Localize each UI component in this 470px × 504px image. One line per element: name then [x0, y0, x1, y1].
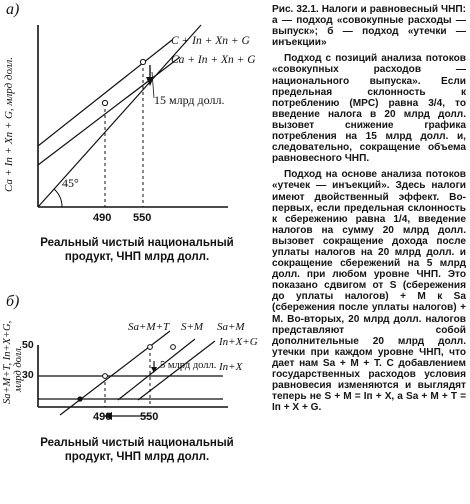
panel-b-point-low [77, 396, 82, 401]
panel-b-y-axis-label: Sа+M+T, Iп+X+G, [2, 320, 13, 404]
panel-b-y-tick-50: 50 [22, 339, 34, 351]
figure-caption: Рис. 32.1. Налоги и равновесный ЧНП: а — подход «совокупные расходы — выпуск»; б — подход «утечки — инъекции» [272, 4, 466, 49]
panel-b-y-tick-30: 30 [22, 369, 34, 381]
panel-b-point-equilibrium [103, 374, 108, 379]
panel-b-label-sa-m: Sа+M [217, 321, 245, 333]
panel-b-chart [38, 331, 228, 420]
panel-a-angle-label: 45° [62, 176, 79, 190]
panel-b-x-axis-title: Реальный чистый национальный продукт, ЧНП млрд долл. [40, 437, 234, 463]
panel-a-upper-line-label: C + Iп + Xп + G [171, 35, 250, 47]
panel-b-x-tick-550: 550 [140, 411, 159, 423]
panel-a-x-tick-550: 550 [133, 212, 152, 224]
panel-a-angle-arc [54, 189, 62, 207]
panel-b-label-s-m: S+M [181, 321, 204, 333]
panel-a-shift-label: 15 млрд долл. [154, 93, 225, 107]
panel-a-x-tick-490: 490 [93, 212, 112, 224]
panel-a-upper-expenditure-line [38, 40, 172, 146]
panel-b-letter: б) [6, 293, 20, 310]
paragraph-leakages-injections: Подход на основе анализа потоков «утечек — инъекций». Здесь налоги имеют двойственный эффект. Во-первых, если предельная склонность к сбережению равна 1/4, введение налогов на сумму 20 млрд долл. вызовет сокращение дохода после уплаты налогов на 20 млрд долл. и сокращение сбережений на 5 млрд долл. при любом уровне ЧНП. Это показано сдвигом от S (сбережения до уплаты налогов) + M к Sа (сбережения после уплаты налогов) + M. Во-вторых, 20 млрд долл. налогов представляют собой дополнительные 20 млрд долл. утечки при каждом уровне ЧНП, что дает нам Sа + M + T. С добавлением государственных расходов условия равновесия изменяются и выглядят теперь не S + M = Iп + X, а Sа + M + T = Iп + X + G. [272, 169, 466, 414]
panel-b-y-axis-unit: млрд долл. [13, 345, 24, 392]
panel-b-shift-label: 5 млрд долл. [160, 360, 217, 371]
panel-a-lower-line-label: Cа + Iп + Xп + G [171, 54, 256, 66]
panel-a-letter: а) [6, 1, 20, 18]
panel-b-label-ip-x: Iп+X [219, 361, 243, 373]
panel-b-label-ip-x-g: Iп+X+G [219, 336, 258, 348]
panel-b-label-sa-m-t: Sа+M+T [128, 321, 170, 333]
panel-b-point-sa-m-t-top [148, 345, 153, 350]
panel-a-y-axis-label: Cа + Iп + Xп + G, млрд долл. [3, 56, 15, 192]
panel-b-x-tick-490: 490 [93, 411, 112, 423]
panel-b-line-sa-m-t [60, 331, 170, 415]
panel-a-x-axis-title: Реальный чистый национальный продукт, ЧНП млрд долл. [40, 237, 234, 263]
panel-a-equilibrium-point-490 [102, 100, 107, 105]
panel-b-point-s-m-top [171, 345, 176, 350]
panel-a-lower-expenditure-line [38, 57, 180, 165]
paragraph-aggregate-expenditure: Подход с позиций анализа потоков «совокупных расходов — национального выпуска». Если предельная склонность к потреблению (MPC) равна 3/4, то введение налога в 20 млрд долл. вызовет снижение графика потребления на 15 млрд долл. и, следовательно, сокращение объема равновесного ЧНП. [272, 53, 466, 165]
panel-a-equilibrium-point-550 [140, 59, 145, 64]
text-column [272, 4, 466, 418]
